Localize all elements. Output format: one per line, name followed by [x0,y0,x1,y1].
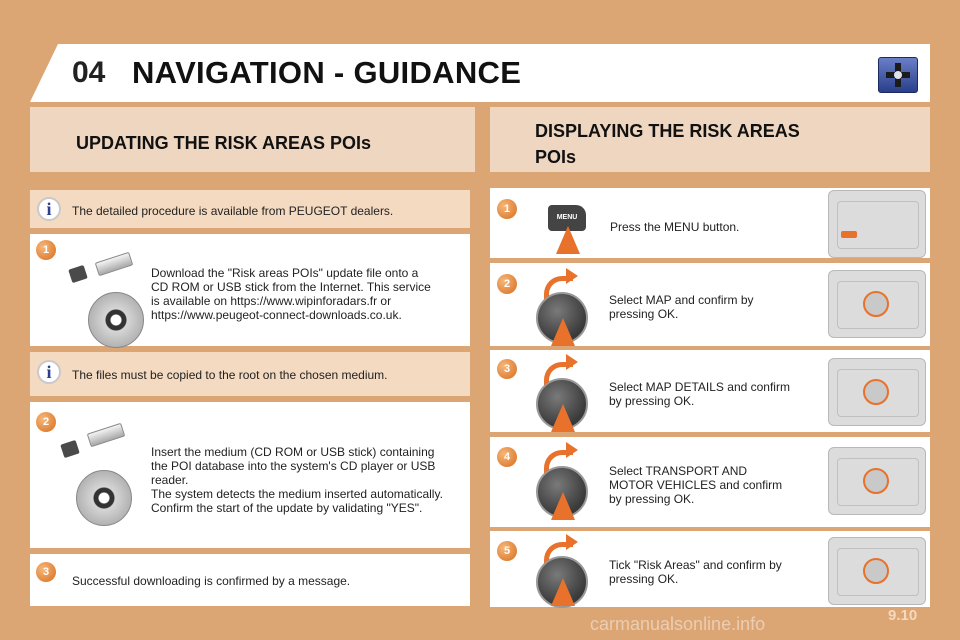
rotate-arrow-head-icon [566,534,578,550]
info-icon: i [37,197,61,221]
press-arrow-icon [551,404,575,432]
text-line: Download the "Risk areas POIs" update file onto a [151,266,419,280]
right-step-text-2 [609,293,819,321]
step-text-success: Successful downloading is confirmed by a message. [72,574,351,588]
text-line: Insert the medium (CD ROM or USB stick) containing [151,445,435,459]
step-badge: 5 [497,541,517,561]
cd-rom-icon [76,470,132,526]
text-line: Press the MENU button. [610,220,740,234]
right-step-text-5 [609,558,819,586]
rotate-arrow-head-icon [566,442,578,458]
menu-key-icon: MENU [548,205,586,231]
text-line: The system detects the medium inserted automatically. [151,487,443,501]
radio-faceplate-icon [828,358,926,426]
watermark: carmanualsonline.info [590,614,766,634]
info-text-dealers: The detailed procedure is available from PEUGEOT dealers. [72,204,394,218]
text-line: https://www.peugeot-connect-downloads.co.uk. [151,308,402,322]
text-line: CD ROM or USB stick from the Internet. This service [151,280,431,294]
text-line: Confirm the start of the update by validating "YES". [151,501,423,515]
text-line: the POI database into the system's CD player or USB [151,459,436,473]
text-line: Select MAP DETAILS and confirm [609,380,790,394]
chapter-number: 04 [72,56,106,89]
cd-rom-icon [88,292,144,348]
info-text-root: The files must be copied to the root on the chosen medium. [72,368,388,382]
info-icon: i [37,360,61,384]
text-line: by pressing OK. [609,394,695,408]
text-line: is available on https://www.wipinforadars.fr or [151,294,392,308]
radio-faceplate-icon [828,270,926,338]
text-line: pressing OK. [609,572,679,586]
radio-faceplate-icon [828,447,926,515]
page-number: 9.10 [888,607,918,624]
step-badge: 3 [36,562,56,582]
text-line: Tick "Risk Areas" and confirm by [609,558,782,572]
right-section-title [535,118,855,170]
press-arrow-icon [551,492,575,520]
page-title: NAVIGATION - GUIDANCE [132,55,522,90]
rotate-arrow-head-icon [566,268,578,284]
step-badge: 2 [36,412,56,432]
step-badge: 1 [497,199,517,219]
text-line: MOTOR VEHICLES and confirm [609,478,783,492]
right-step-text-4 [609,464,819,506]
text-line: reader. [151,473,189,487]
step-text-download [151,266,463,322]
press-arrow-icon [556,226,580,254]
text-line: Select TRANSPORT AND [609,464,748,478]
press-arrow-icon [551,318,575,346]
right-step-text-3 [609,380,819,408]
right-title-line: DISPLAYING THE RISK AREAS [535,121,800,141]
step-badge: 3 [497,359,517,379]
step-badge: 4 [497,447,517,467]
radio-faceplate-icon [828,190,926,258]
text-line: by pressing OK. [609,492,695,506]
navigation-crosshair-icon [878,57,918,93]
right-step-text-1 [610,220,810,234]
press-arrow-icon [551,578,575,606]
rotate-arrow-head-icon [566,354,578,370]
text-line: pressing OK. [609,307,679,321]
right-title-line: POIs [535,147,577,167]
step-badge: 1 [36,240,56,260]
step-text-insert [151,445,463,515]
radio-faceplate-icon [828,537,926,605]
left-section-title: UPDATING THE RISK AREAS POIs [76,133,372,153]
step-badge: 2 [497,274,517,294]
text-line: Select MAP and confirm by [609,293,754,307]
